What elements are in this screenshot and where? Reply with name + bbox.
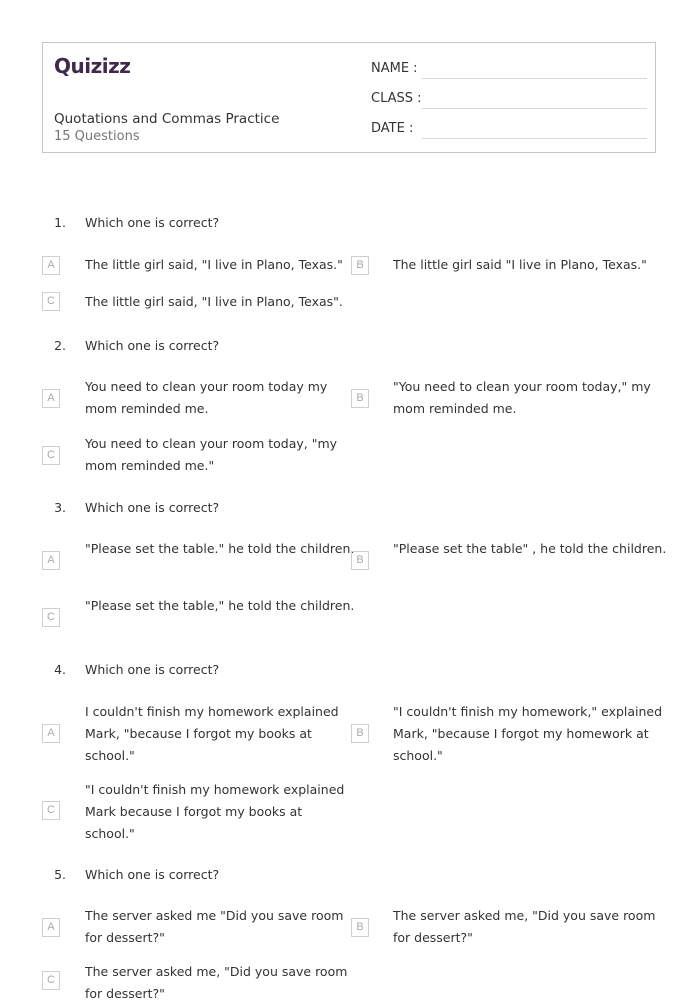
- option-c-text: "Please set the table," he told the children.: [85, 598, 355, 613]
- option-a-box[interactable]: A: [42, 389, 60, 408]
- date-line: [422, 138, 647, 139]
- option-a-text: I couldn't finish my homework explained Mark, "because I forgot my books at school.": [85, 704, 339, 763]
- option-a-text: "Please set the table." he told the children.: [85, 541, 355, 556]
- option-c-text: The server asked me, "Did you save room for dessert?": [85, 964, 348, 1001]
- date-label: DATE :: [371, 121, 414, 136]
- option-a-box[interactable]: A: [42, 724, 60, 743]
- question-number: 5.: [54, 867, 66, 882]
- option-a-box[interactable]: A: [42, 256, 60, 275]
- option-b-text: "Please set the table" , he told the children.: [393, 541, 667, 556]
- class-label: CLASS :: [371, 91, 422, 106]
- option-a-text: You need to clean your room today my mom reminded me.: [85, 379, 328, 416]
- option-b-box[interactable]: B: [351, 724, 369, 743]
- question-number: 2.: [54, 338, 66, 353]
- question-text: Which one is correct?: [85, 662, 220, 677]
- option-c-box[interactable]: C: [42, 971, 60, 990]
- option-a-text: The little girl said, "I live in Plano, Texas.": [85, 257, 343, 272]
- option-b-box[interactable]: B: [351, 389, 369, 408]
- option-a-box[interactable]: A: [42, 551, 60, 570]
- option-c-text: "I couldn't finish my homework explained Mark because I forgot my books at school.": [85, 782, 345, 841]
- option-a-box[interactable]: A: [42, 918, 60, 937]
- question-number: 3.: [54, 500, 66, 515]
- question-text: Which one is correct?: [85, 867, 220, 882]
- question-number: 4.: [54, 662, 66, 677]
- worksheet-header: [42, 42, 656, 153]
- option-b-text: "I couldn't finish my homework," explained Mark, "because I forgot my homework at school.": [393, 704, 663, 763]
- option-c-box[interactable]: C: [42, 608, 60, 627]
- option-b-text: "You need to clean your room today," my mom reminded me.: [393, 379, 651, 416]
- name-line: [422, 78, 647, 79]
- question-count: 15 Questions: [54, 129, 140, 144]
- option-b-box[interactable]: B: [351, 551, 369, 570]
- question-text: Which one is correct?: [85, 500, 220, 515]
- option-c-text: The little girl said, "I live in Plano, Texas".: [85, 294, 343, 309]
- option-c-box[interactable]: C: [42, 446, 60, 465]
- question-number: 1.: [54, 215, 66, 230]
- option-c-box[interactable]: C: [42, 801, 60, 820]
- option-c-box[interactable]: C: [42, 292, 60, 311]
- quizizz-logo: Quizizz: [54, 54, 131, 78]
- option-a-text: The server asked me "Did you save room for dessert?": [85, 908, 344, 945]
- worksheet-title: Quotations and Commas Practice: [54, 111, 280, 127]
- option-b-box[interactable]: B: [351, 256, 369, 275]
- option-b-box[interactable]: B: [351, 918, 369, 937]
- question-text: Which one is correct?: [85, 215, 220, 230]
- question-text: Which one is correct?: [85, 338, 220, 353]
- name-label: NAME :: [371, 61, 418, 76]
- option-b-text: The little girl said "I live in Plano, Texas.": [393, 257, 647, 272]
- class-line: [422, 108, 647, 109]
- option-b-text: The server asked me, "Did you save room for dessert?": [393, 908, 656, 945]
- option-c-text: You need to clean your room today, "my mom reminded me.": [85, 436, 338, 473]
